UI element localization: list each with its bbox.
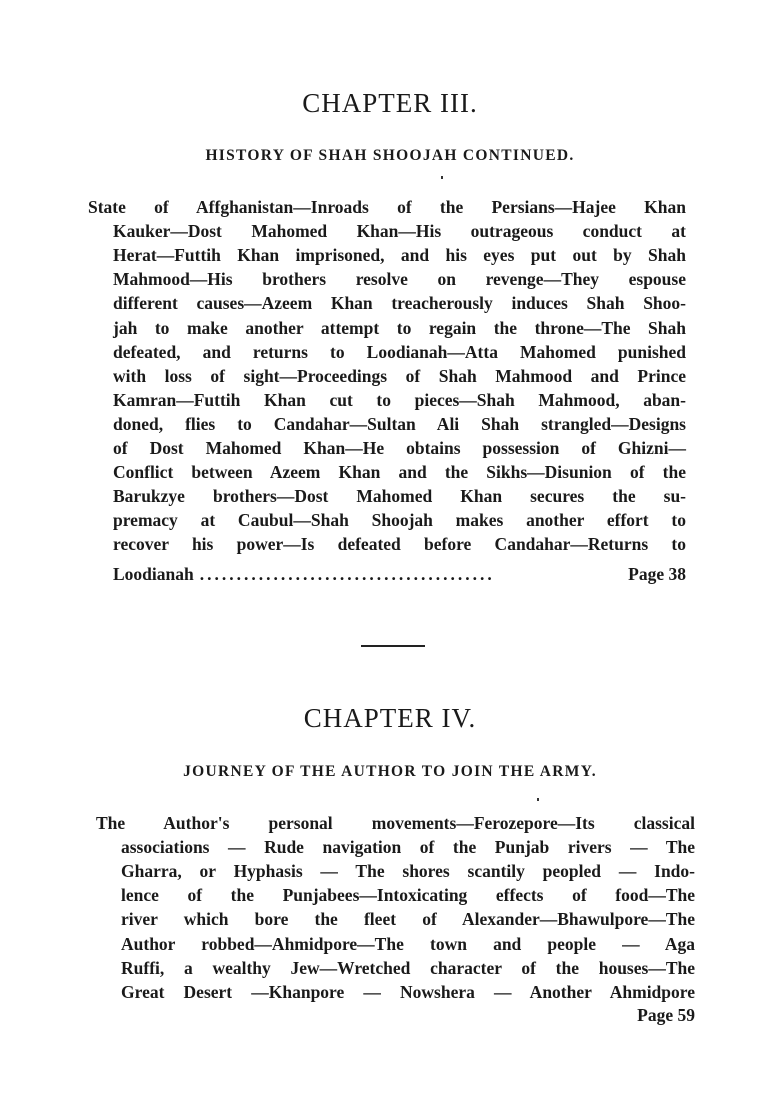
summary-line: with loss of sight—Proceedings of Shah Mahmood and Prince (113, 365, 686, 386)
summary-line: Mahmood—His brothers resolve on revenge—They espouse (113, 269, 686, 290)
summary-line: of Dost Mahomed Khan—He obtains possession of Ghizni— (113, 438, 686, 458)
summary-line: Great Desert —Khanpore — Nowshera — Another Ahmidpore (121, 981, 695, 1002)
summary-line: Barukzye brothers—Dost Mahomed Khan secures the su- (113, 486, 686, 507)
summary-line: river which bore the fleet of Alexander—Bhawulpore—The (121, 909, 695, 930)
chapter-4-title: CHAPTER IV. (303, 703, 477, 733)
summary-line: jah to make another attempt to regain the throne—The Shah (113, 317, 686, 338)
summary-line: Kamran—Futtih Khan cut to pieces—Shah Mahmood, aban- (113, 389, 686, 410)
summary-line: lence of the Punjabees—Intoxicating effects of food—The (121, 885, 695, 906)
chapter-3-last-line (113, 562, 686, 586)
last-line-text: Loodianah (113, 564, 194, 584)
page-ref: Page 59 (637, 1005, 695, 1025)
summary-line: defeated, and returns to Loodianah—Atta Mahomed punished (113, 341, 686, 362)
summary-line: doned, flies to Candahar—Sultan Ali Shah strangled—Designs (113, 413, 686, 434)
speck (537, 798, 539, 801)
summary-line: Kauker—Dost Mahomed Khan—His outrageous conduct at (113, 221, 686, 242)
section-divider (361, 645, 425, 647)
page-ref: Page 38 (628, 564, 686, 584)
summary-line: State of Affghanistan—Inroads of the Persians—Hajee Khan (88, 197, 686, 217)
summary-line: Author robbed—Ahmidpore—The town and people — Aga (121, 933, 695, 954)
dot-leader: ........................................ (199, 564, 495, 584)
chapter-4-subtitle: JOURNEY OF THE AUTHOR TO JOIN THE ARMY. (183, 763, 597, 780)
summary-line: associations — Rude navigation of the Punjab rivers — The (121, 837, 695, 858)
speck (441, 176, 443, 179)
summary-line: The Author's personal movements—Ferozepore—Its classical (96, 813, 695, 833)
summary-line: different causes—Azeem Khan treacherously induces Shah Shoo- (113, 293, 686, 314)
summary-line: premacy at Caubul—Shah Shoojah makes another effort to (113, 510, 686, 531)
summary-line: Gharra, or Hyphasis — The shores scantily peopled — Indo- (121, 861, 695, 882)
chapter-3-subtitle: HISTORY OF SHAH SHOOJAH CONTINUED. (205, 147, 575, 164)
summary-line: Herat—Futtih Khan imprisoned, and his eyes put out by Shah (113, 245, 686, 266)
summary-line: recover his power—Is defeated before Candahar—Returns to (113, 534, 686, 555)
summary-line: Ruffi, a wealthy Jew—Wretched character of the houses—The (121, 957, 695, 978)
chapter-3-title: CHAPTER III. (302, 88, 478, 118)
summary-line: Conflict between Azeem Khan and the Sikhs—Disunion of the (113, 462, 686, 483)
